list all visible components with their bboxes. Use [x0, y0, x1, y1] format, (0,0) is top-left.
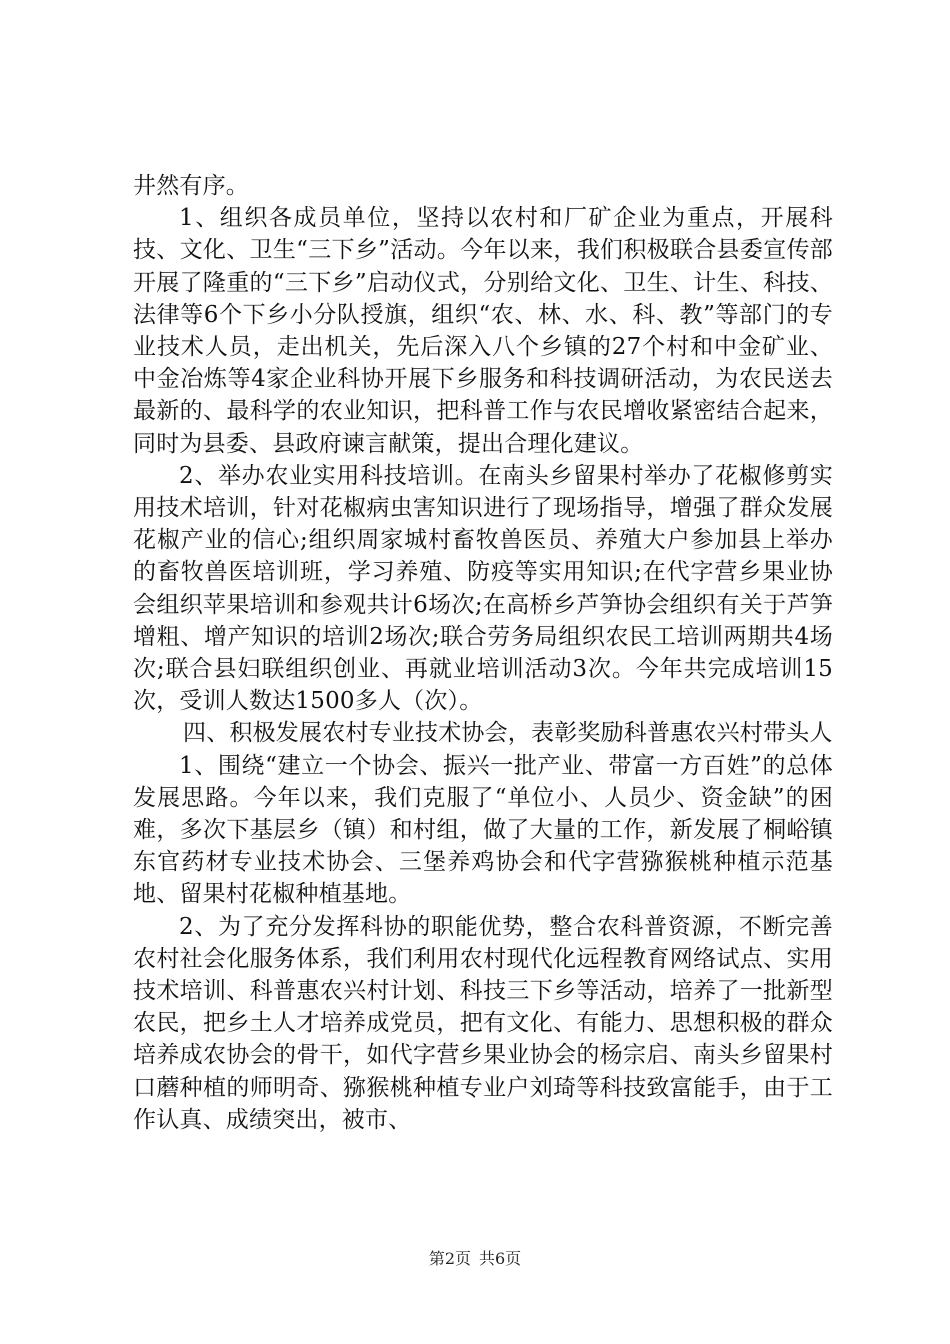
paragraph-item-2: 2、举办农业实用科技培训。在南头乡留果村举办了花椒修剪实用技术培训，针对花椒病虫害知识进行了现场指导，增强了群众发展花椒产业的信心;组织周家城村畜牧兽医员、养殖大户参加县上举办的畜牧兽医培训班，学习养殖、防疫等实用知识;在代字营乡果业协会组织苹果培训和参观共计6场次;在高桥乡芦笋协会组织有关于芦笋增粗、增产知识的培训2场次;联合劳务局组织农民工培训两期共4场次;联合县妇联组织创业、再就业培训活动3次。今年共完成培训15次，受训人数达1500多人（次）。: [133, 462, 833, 715]
paragraph-item-1: 1、组织各成员单位，坚持以农村和厂矿企业为重点，开展科技、文化、卫生“三下乡”活动。今年以来，我们积极联合县委宣传部开展了隆重的“三下乡”启动仪式，分别给文化、卫生、计生、科技、法律等6个下乡小分队授旗，组织“农、林、水、科、教”等部门的专业技术人员，走出机关，先后深入八个乡镇的27个村和中金矿业、中金冶炼等4家企业科协开展下乡服务和科技调研活动，为农民送去最新的、最科学的农业知识，把科普工作与农民增收紧密结合起来，同时为县委、县政府谏言献策，提出合理化建议。: [133, 205, 833, 457]
section-heading-four: 四、积极发展农村专业技术协会，表彰奖励科普惠农兴村带头人: [183, 720, 833, 747]
page-number: 第2页: [428, 1249, 471, 1268]
page-total: 共6页: [479, 1249, 522, 1268]
page-footer: [0, 1249, 950, 1269]
document-body: [133, 170, 833, 1136]
paragraph-continuation: 井然有序。: [133, 173, 249, 199]
paragraph-section4-item-1: 1、围绕“建立一个协会、振兴一批产业、带富一方百姓”的总体发展思路。今年以来，我们克服了“单位小、人员少、资金缺”的困难，多次下基层乡（镇）和村组，做了大量的工作，新发展了桐峪镇东官药材专业技术协会、三堡养鸡协会和代字营猕猴桃种植示范基地、留果村花椒种植基地。: [133, 752, 833, 908]
paragraph-section4-item-2: 2、为了充分发挥科协的职能优势，整合农科普资源，不断完善农村社会化服务体系，我们利用农村现代化远程教育网络试点、实用技术培训、科普惠农兴村计划、科技三下乡等活动，培养了一批新型农民，把乡土人才培养成党员，把有文化、有能力、思想积极的群众培养成农协会的骨干，如代字营乡果业协会的杨宗启、南头乡留果村口蘑种植的师明奇、猕猴桃种植专业户刘琦等科技致富能手，由于工作认真、成绩突出，被市、: [133, 913, 833, 1133]
